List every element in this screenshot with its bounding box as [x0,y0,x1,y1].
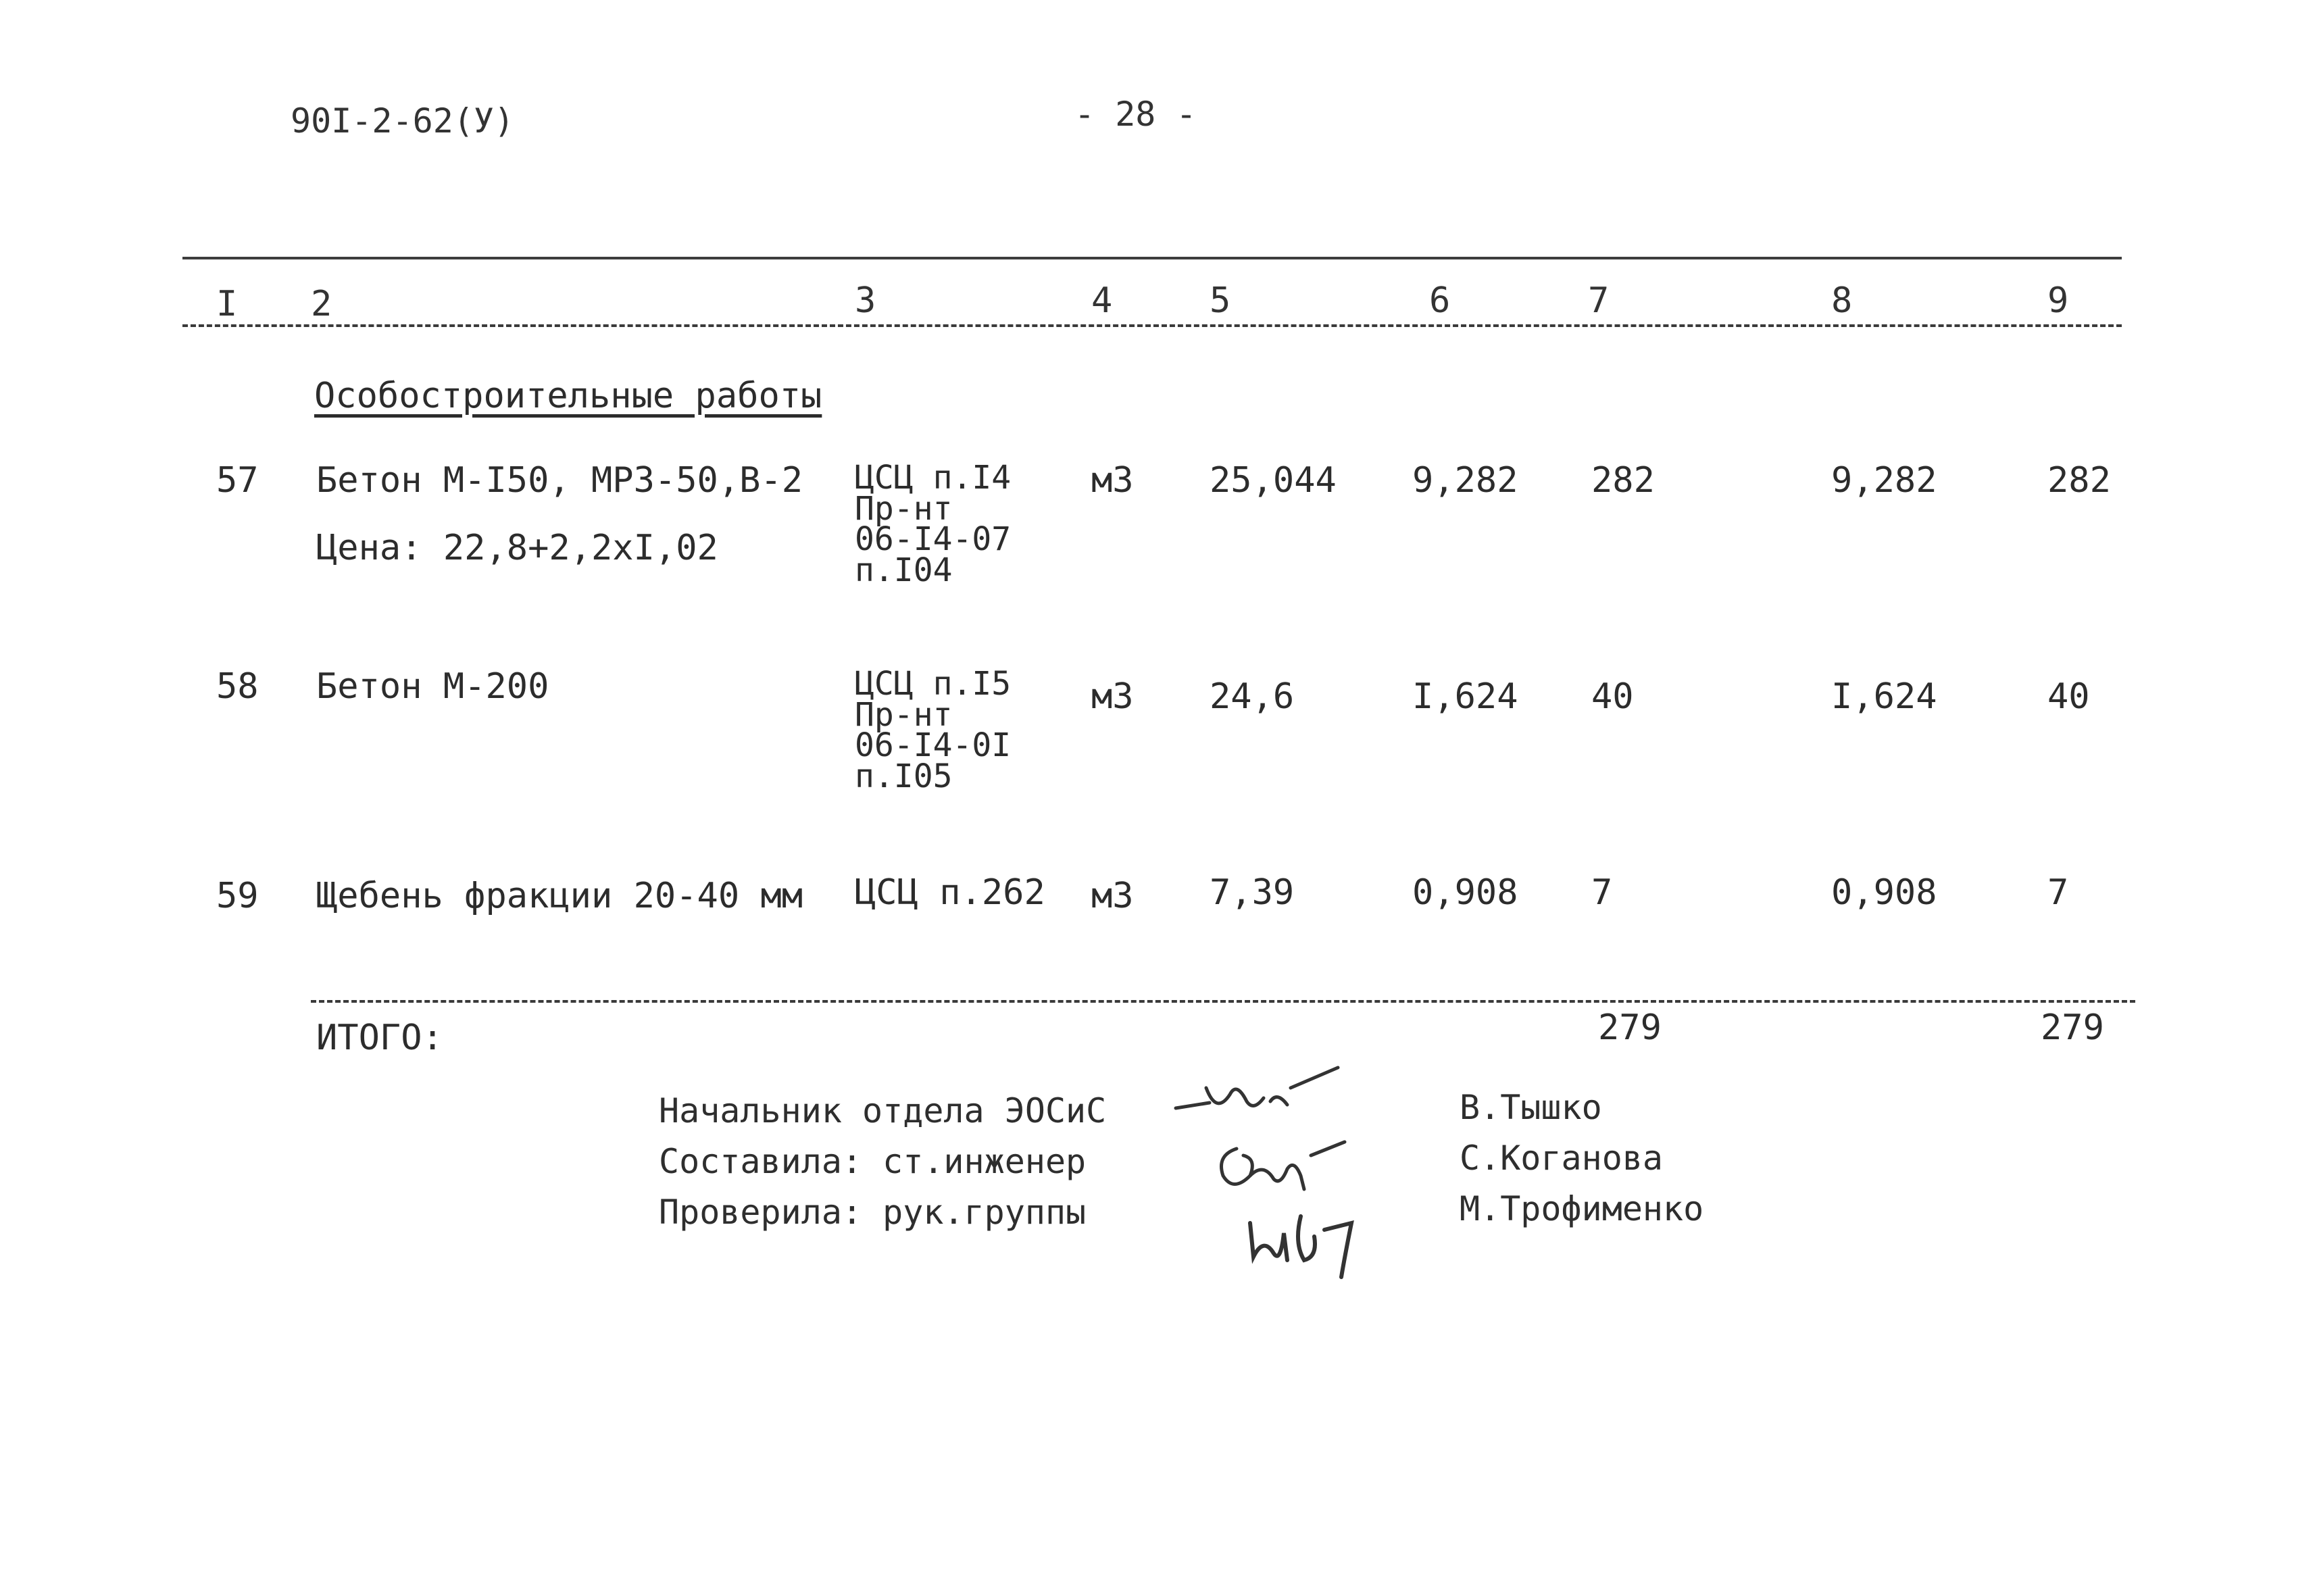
signatory-name: М.Трофименко [1460,1189,1704,1228]
row-number: 57 [216,460,259,501]
reference-line: 06-I4-0I [855,726,1012,765]
total-c9: 279 [2041,1007,2104,1048]
column-number: 7 [1588,280,1610,321]
cell-c8: 9,282 [1831,460,1937,501]
unit: м3 [1091,876,1134,916]
item-name: Бетон М-I50, МРЗ-50,В-2 [316,460,803,501]
section-title: Особостроительные работы [314,376,822,416]
item-name: Бетон М-200 [316,666,549,707]
reference-line: п.I04 [855,551,953,589]
column-number: 2 [311,284,332,324]
cell-c7: 282 [1591,460,1655,501]
document-code: 90I-2-62(У) [291,101,515,141]
signature-role: Проверила: рук.группы [659,1193,1087,1232]
signature-role: Составила: ст.инженер [659,1142,1087,1181]
unit: м3 [1091,676,1134,717]
page-number: - 28 - [1074,95,1197,134]
total-rule [311,1000,2135,1003]
handwritten-signature [1210,1128,1351,1203]
signatory-name: В.Тышко [1460,1088,1602,1127]
cell-c5: 24,6 [1210,676,1295,717]
reference-line: ЦСЦ п.I4 [855,459,1012,497]
reference-line: 06-I4-07 [855,520,1012,559]
cell-c5: 25,044 [1210,460,1337,501]
cell-c7: 40 [1591,676,1634,717]
price-reference [855,665,1012,795]
row-number: 58 [216,666,259,707]
reference-line: ЦСЦ п.I5 [855,665,1012,703]
cell-c8: 0,908 [1831,872,1937,913]
column-number: I [216,284,238,324]
item-name: Щебень фракции 20-40 мм [316,876,803,916]
total-c7: 279 [1598,1007,1662,1048]
cell-c6: I,624 [1412,676,1518,717]
column-number: 9 [2047,280,2069,321]
cell-c6: 9,282 [1412,460,1518,501]
signatory-name: С.Коганова [1460,1139,1664,1178]
reference-line: п.I05 [855,757,953,795]
total-label: ИТОГО: [316,1018,443,1058]
column-number: 3 [855,280,876,321]
column-number: 8 [1831,280,1853,321]
cell-c7: 7 [1591,872,1613,913]
header-bottom-rule [182,324,2122,327]
cell-c9: 40 [2047,676,2090,717]
item-note: Цена: 22,8+2,2хI,02 [316,528,718,568]
signature-role: Начальник отдела ЭОСиС [659,1091,1107,1130]
column-number: 6 [1429,280,1451,321]
unit: м3 [1091,460,1134,501]
cell-c8: I,624 [1831,676,1937,717]
cell-c9: 7 [2047,872,2069,913]
column-number: 5 [1210,280,1231,321]
price-reference: ЦСЦ п.262 [855,872,1045,913]
handwritten-signature [1169,1061,1345,1135]
column-number: 4 [1091,280,1113,321]
reference-line: Пр-нт [855,695,953,734]
reference-line: Пр-нт [855,489,953,528]
row-number: 59 [216,876,259,916]
table-top-rule [182,257,2122,259]
cell-c6: 0,908 [1412,872,1518,913]
cell-c5: 7,39 [1210,872,1295,913]
price-reference [855,459,1012,589]
cell-c9: 282 [2047,460,2111,501]
handwritten-signature [1243,1196,1365,1284]
